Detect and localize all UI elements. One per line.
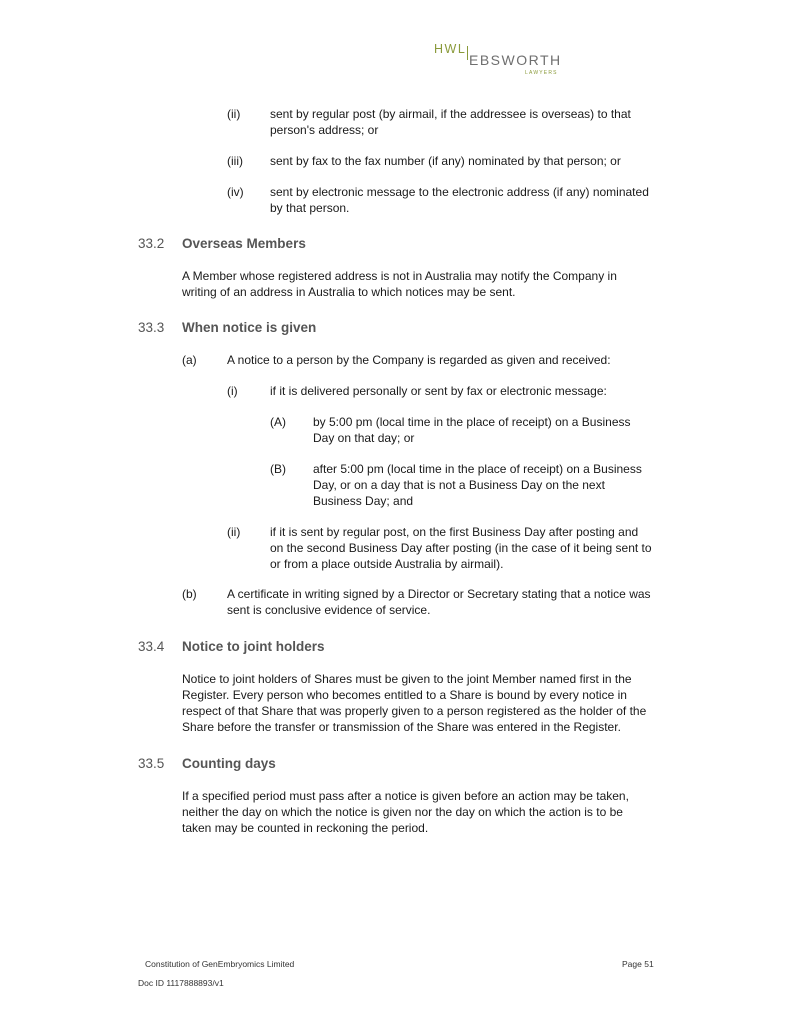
section-title-overseas-members: Overseas Members	[182, 236, 306, 251]
s333-a-i-A-line1: by 5:00 pm (local time in the place of receipt) on a Business	[313, 415, 631, 429]
logo-ebsworth-text: EBSWORTH	[469, 52, 562, 68]
item-label-iv: (iv)	[227, 185, 244, 199]
s333-a-ii-line2: on the second Business Day after posting (in the case of it being sent to	[270, 541, 652, 555]
s334-paragraph-line1: Notice to joint holders of Shares must be given to the joint Member named first in the	[182, 672, 632, 686]
s335-paragraph-line3: taken may be counted in reckoning the period.	[182, 821, 429, 835]
s333-a-i-B-line2: Day, or on a day that is not a Business Day on the next	[313, 478, 605, 492]
s333-a-i-line1: if it is delivered personally or sent by fax or electronic message:	[270, 384, 607, 398]
logo-hwl-text: HWL	[434, 42, 467, 56]
footer-doc-id: Doc ID 1117888893/v1	[138, 978, 224, 988]
s335-paragraph-line2: neither the day on which the notice is given nor the day on which the action is to be	[182, 805, 623, 819]
section-title-when-notice-is-given: When notice is given	[182, 320, 317, 335]
item-text-iv-line1: sent by electronic message to the electronic address (if any) nominated	[270, 185, 649, 199]
s335-paragraph-line1: If a specified period must pass after a notice is given before an action may be taken,	[182, 789, 629, 803]
logo-lawyers-text: LAWYERS	[525, 70, 558, 76]
s334-paragraph-line4: Share before the transfer or transmission of the Share was entered in the Register.	[182, 720, 621, 734]
s332-paragraph-line2: writing of an address in Australia to which notices may be sent.	[182, 285, 516, 299]
section-title-counting-days: Counting days	[182, 756, 276, 771]
hwl-ebsworth-logo	[430, 38, 570, 82]
s333-a-i-B-line1: after 5:00 pm (local time in the place of receipt) on a Business	[313, 462, 642, 476]
item-text-iv-line2: by that person.	[270, 201, 350, 215]
item-text-iii-line1: sent by fax to the fax number (if any) nominated by that person; or	[270, 154, 621, 168]
section-title-notice-to-joint-holders: Notice to joint holders	[182, 639, 325, 654]
s333-label-b: (b)	[182, 587, 197, 601]
s333-label-a: (a)	[182, 353, 197, 367]
section-number-33-4: 33.4	[138, 639, 165, 654]
footer-document-title: Constitution of GenEmbryomics Limited	[145, 959, 295, 969]
s334-paragraph-line2: Register. Every person who becomes entitled to a Share is bound by every notice in	[182, 688, 627, 702]
s333-b-line1: A certificate in writing signed by a Director or Secretary stating that a notice was	[227, 587, 651, 601]
s333-label-a-i-B: (B)	[270, 462, 286, 476]
section-number-33-2: 33.2	[138, 236, 165, 251]
s333-label-a-ii: (ii)	[227, 525, 241, 539]
section-number-33-5: 33.5	[138, 756, 165, 771]
item-text-ii-line2: person's address; or	[270, 123, 379, 137]
s333-a-line1: A notice to a person by the Company is regarded as given and received:	[227, 353, 611, 367]
item-label-iii: (iii)	[227, 154, 243, 168]
s333-a-i-A-line2: Day on that day; or	[313, 431, 415, 445]
s332-paragraph-line1: A Member whose registered address is not in Australia may notify the Company in	[182, 269, 617, 283]
item-label-ii: (ii)	[227, 107, 241, 121]
s333-a-i-B-line3: Business Day; and	[313, 494, 414, 508]
s334-paragraph-line3: respect of that Share that was properly given to a person registered as the holder of the	[182, 704, 647, 718]
s333-a-ii-line3: or from a place outside Australia by airmail).	[270, 557, 504, 571]
item-text-ii-line1: sent by regular post (by airmail, if the addressee is overseas) to that	[270, 107, 631, 121]
s333-label-a-i: (i)	[227, 384, 238, 398]
footer-page-number: Page 51	[622, 959, 654, 969]
s333-label-a-i-A: (A)	[270, 415, 286, 429]
section-number-33-3: 33.3	[138, 320, 165, 335]
s333-a-ii-line1: if it is sent by regular post, on the first Business Day after posting and	[270, 525, 639, 539]
s333-b-line2: sent is conclusive evidence of service.	[227, 603, 431, 617]
